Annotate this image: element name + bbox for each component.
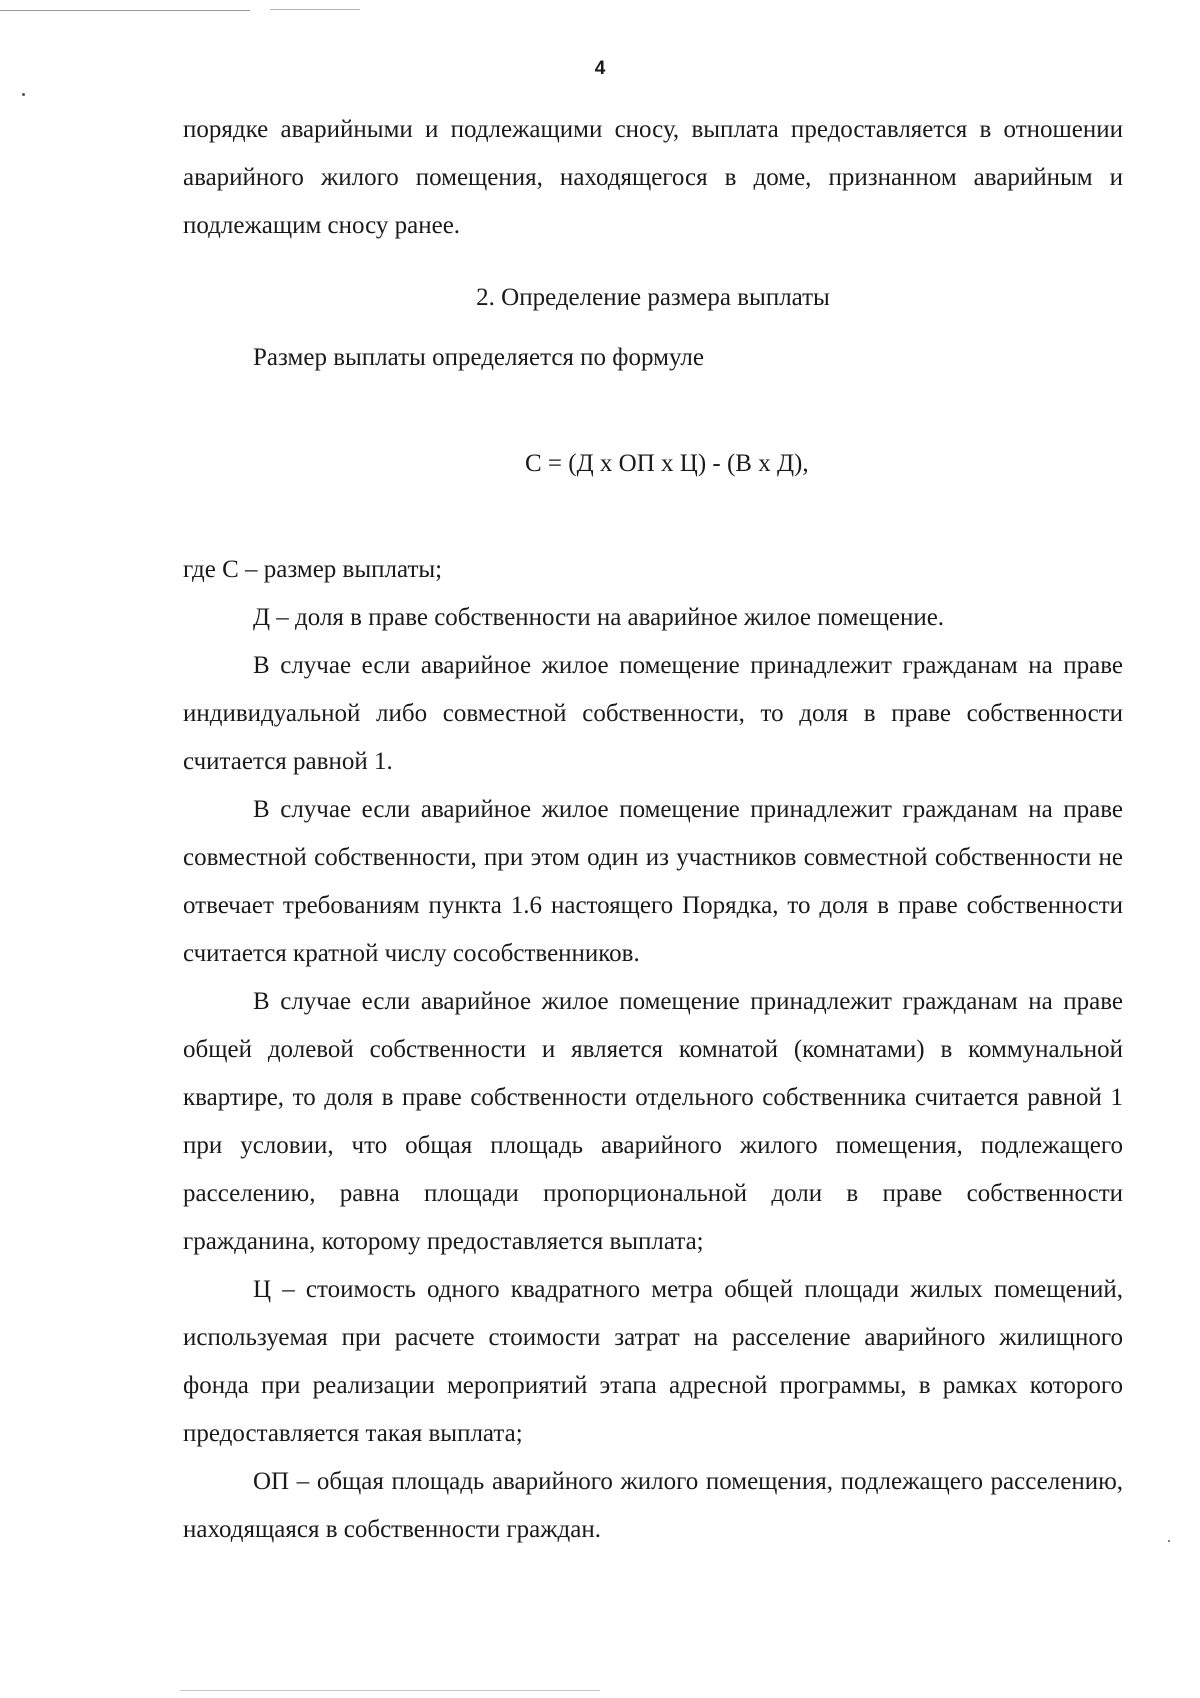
page-number: 4 bbox=[594, 58, 606, 79]
paragraph-continuation: порядке аварийными и подлежащими сносу, выплата предоставляется в отношении аварийного жилого помещения, находящегося в доме, признанном аварийным и подлежащим сносу ранее. bbox=[183, 116, 1123, 239]
scan-edge-bottom bbox=[180, 1690, 600, 1691]
paragraph-shared-ownership: В случае если аварийное жилое помещение принадлежит гражданам на праве общей долевой собственности и является комнатой (комнатами) в коммунальной квартире, то доля в праве собственности отдельного собственника считается равной 1 при условии, что общая площадь аварийного жилого помещения, подлежащего расселению, равна площади пропорциональной доли в праве собственности гражданина, которому предоставляется выплата; bbox=[183, 988, 1123, 1255]
scan-edge-top-left bbox=[0, 10, 250, 11]
paragraph-individual-ownership: В случае если аварийное жилое помещение принадлежит гражданам на праве индивидуальной либо совместной собственности, то доля в праве собственности считается равной 1. bbox=[183, 652, 1123, 775]
paragraph-joint-ownership: В случае если аварийное жилое помещение принадлежит гражданам на праве совместной собственности, при этом один из участников совместной собственности не отвечает требованиям пункта 1.6 настоящего Порядка, то доля в праве собственности считается кратной числу сособственников. bbox=[183, 796, 1123, 967]
definition-op: ОП – общая площадь аварийного жилого помещения, подлежащего расселению, находящаяся в собственности граждан. bbox=[183, 1468, 1123, 1543]
scan-speck-left bbox=[22, 93, 25, 96]
definition-d: Д – доля в праве собственности на аварийное жилое помещение. bbox=[253, 604, 945, 631]
definition-c: где С – размер выплаты; bbox=[183, 556, 443, 583]
scan-edge-top-mid bbox=[270, 9, 360, 10]
formula-intro: Размер выплаты определяется по формуле bbox=[253, 344, 704, 371]
scan-speck-right bbox=[1168, 1540, 1170, 1542]
payment-formula: С = (Д x ОП x Ц) - (В x Д), bbox=[525, 450, 809, 477]
document-body bbox=[183, 106, 1123, 1554]
section-heading: 2. Определение размера выплаты bbox=[476, 284, 830, 311]
definition-ts: Ц – стоимость одного квадратного метра общей площади жилых помещений, используемая при расчете стоимости затрат на расселение аварийного жилищного фонда при реализации мероприятий этапа адресной программы, в рамках которого предоставляется такая выплата; bbox=[183, 1276, 1123, 1447]
